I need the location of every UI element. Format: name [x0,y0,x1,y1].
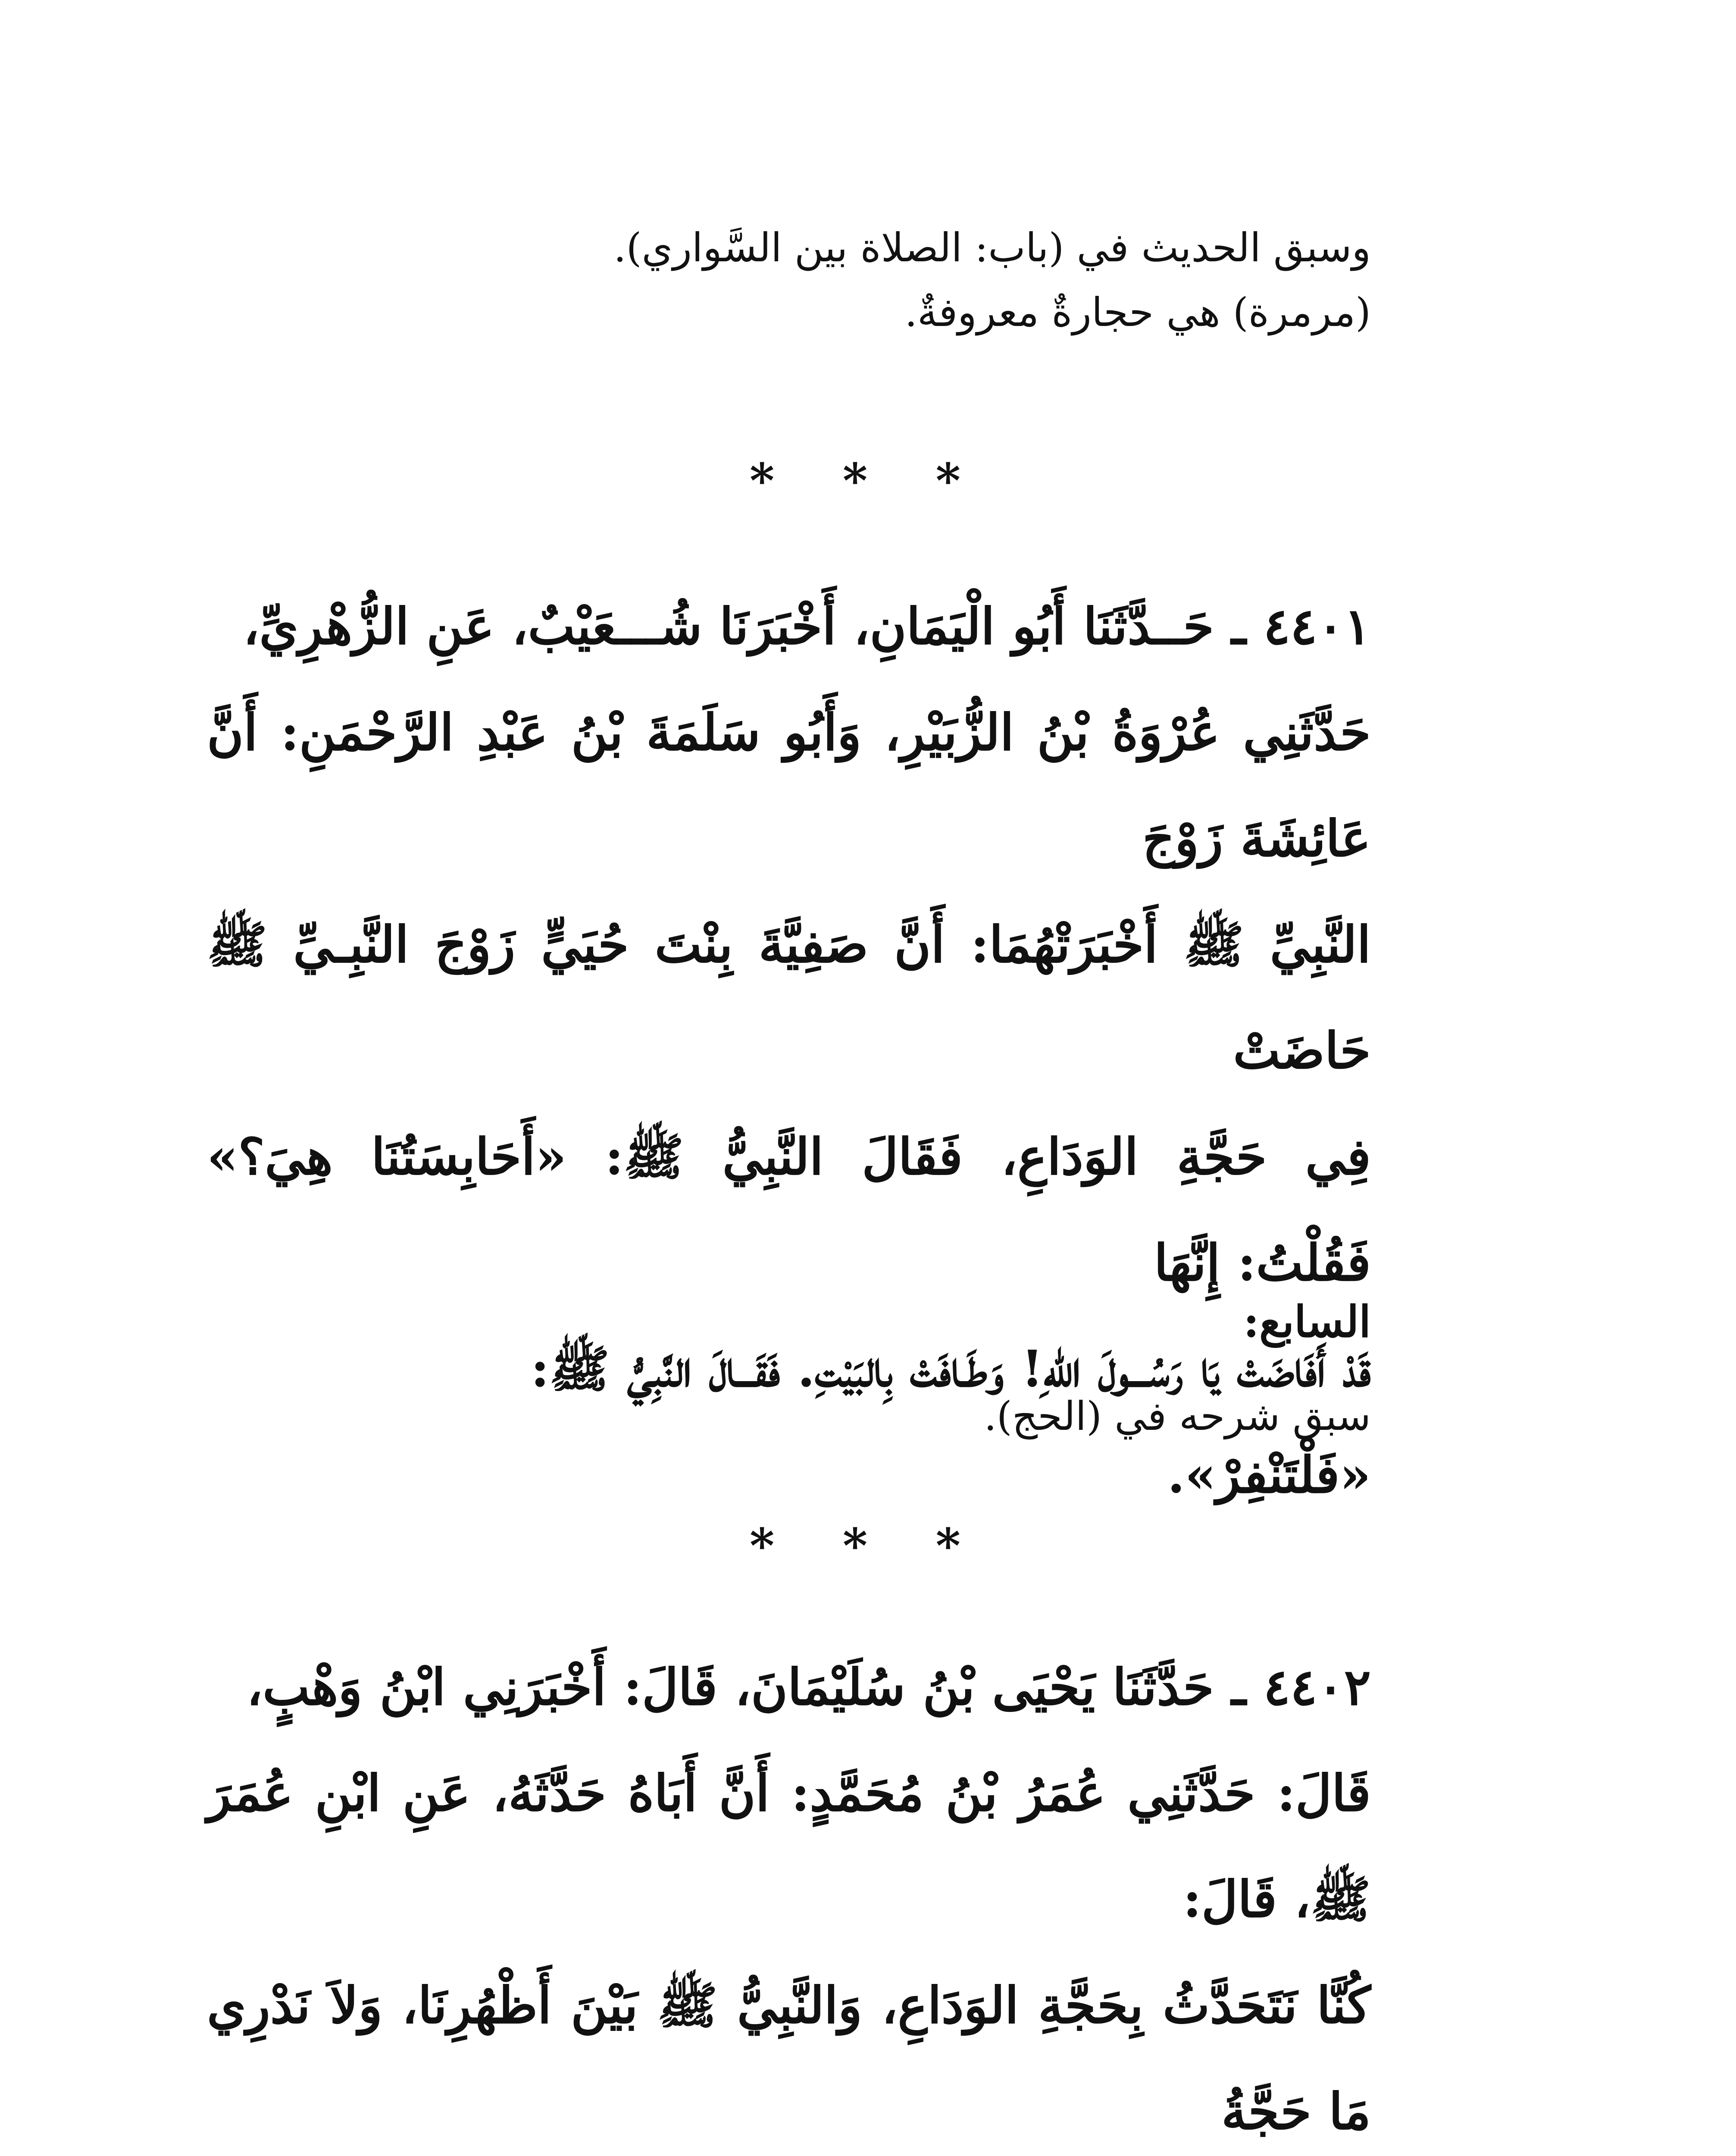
hadith-4401-line: قَدْ أَفَاضَتْ يَا رَسُـــولَ اللهِ! وَطَـافَتْ بِالبَيْتِ. فَقَـــالَ النَّبِيُّ ﷺ: [531,1340,1371,1398]
hadith-4401-line: «فَلْتَنْفِرْ». [1167,1446,1371,1504]
seventh-section [207,1289,1371,1449]
hadith-4401-line: النَّبِيِّ ﷺ أَخْبَرَتْهُمَا: أَنَّ صَفِيَّةَ بِنْتَ حُيَيٍّ زَوْجَ النَّبِـيِّ ﷺ حَاضَتْ [207,915,1371,1080]
intro-note [207,216,1371,345]
hadith-4401-line: فِي حَجَّةِ الوَدَاعِ، فَقَالَ النَّبِيُّ ﷺ: «أَحَابِسَتُنَا هِيَ؟» فَقُلْتُ: إِنَّهَا [207,1128,1371,1292]
hadith-4402-line: قَالَ: حَدَّثَنِي عُمَرُ بْنُ مُحَمَّدٍ: أَنَّ أَبَاهُ حَدَّثَهُ، عَنِ ابْنِ عُمَرَ ﷺ، قَالَ: [207,1764,1371,1929]
section-text: سبق شرحه في (الحج). [984,1393,1371,1439]
section-separator: * * * [749,453,987,508]
hadith-4402-line: ٤٤٠٢ ـ حَدَّثَنَا يَحْيَى بْنُ سُلَيْمَانَ، قَالَ: أَخْبَرَنِي ابْنُ وَهْبٍ، [246,1658,1371,1717]
intro-line-2: (مرمرة) هي حجارةٌ معروفةٌ. [904,289,1371,335]
hadith-4402 [207,1634,1371,2156]
hadith-4401-line: حَدَّثَنِي عُرْوَةُ بْنُ الزُّبَيْرِ، وَأَبُو سَلَمَةَ بْنُ عَبْدِ الرَّحْمَنِ: أَنَّ عَائِشَةَ زَوْجَ [207,703,1371,868]
section-heading: السابع: [1243,1296,1371,1347]
hadith-4401-line: ٤٤٠١ ـ حَــدَّثَنَا أَبُو الْيَمَانِ، أَخْبَرَنَا شُـــعَيْبٌ، عَنِ الزُّهْرِيِّ، [243,597,1371,656]
section-separator: * * * [749,1518,987,1573]
intro-line-1: وسبق الحديث في (باب: الصلاة بين السَّواري). [613,225,1371,271]
hadith-4402-line: كُنَّا نَتَحَدَّثُ بِحَجَّةِ الوَدَاعِ، وَالنَّبِيُّ ﷺ بَيْنَ أَظْهُرِنَا، وَلاَ نَدْرِي مَا حَجَّةُ [207,1976,1371,2141]
